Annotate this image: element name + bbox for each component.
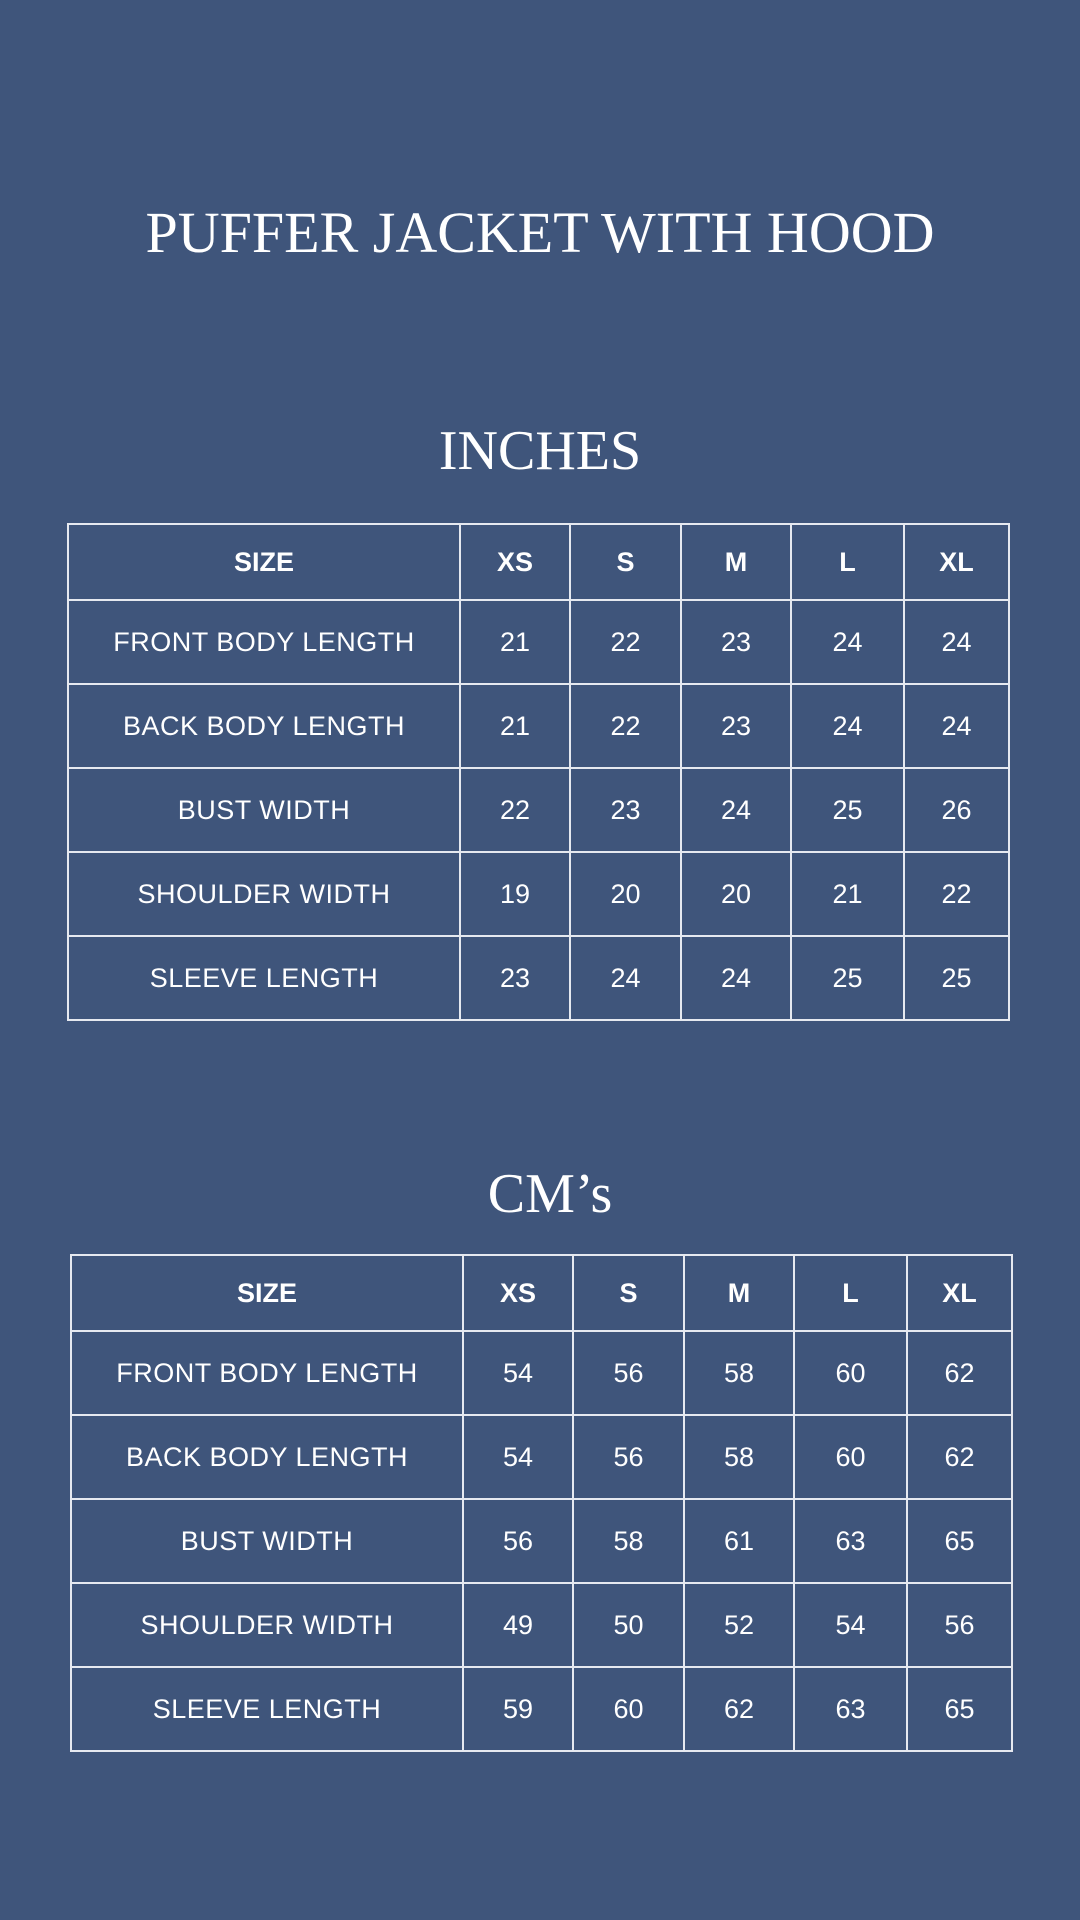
table-cell: 25	[904, 936, 1009, 1020]
table-cell: 26	[904, 768, 1009, 852]
column-header-xs: XS	[463, 1255, 573, 1331]
row-label: SLEEVE LENGTH	[68, 936, 460, 1020]
table-row	[71, 1415, 1012, 1499]
table-row	[68, 768, 1009, 852]
table-row	[68, 936, 1009, 1020]
row-label: SHOULDER WIDTH	[68, 852, 460, 936]
cms-size-table	[70, 1254, 1013, 1752]
table-cell: 24	[904, 684, 1009, 768]
row-label: BUST WIDTH	[68, 768, 460, 852]
table-cell: 21	[791, 852, 904, 936]
table-cell: 23	[681, 684, 791, 768]
row-label: SHOULDER WIDTH	[71, 1583, 463, 1667]
table-header-row	[71, 1255, 1012, 1331]
table-row	[68, 684, 1009, 768]
table-row	[68, 852, 1009, 936]
table-cell: 23	[681, 600, 791, 684]
table-cell: 60	[573, 1667, 684, 1751]
table-row	[71, 1583, 1012, 1667]
table-cell: 24	[791, 600, 904, 684]
table-header-row	[68, 524, 1009, 600]
table-cell: 54	[463, 1331, 573, 1415]
table-cell: 62	[907, 1331, 1012, 1415]
table-cell: 49	[463, 1583, 573, 1667]
page-title: PUFFER JACKET WITH HOOD	[145, 200, 935, 265]
row-label: BACK BODY LENGTH	[68, 684, 460, 768]
table-cell: 24	[791, 684, 904, 768]
table-cell: 54	[463, 1415, 573, 1499]
table-cell: 56	[463, 1499, 573, 1583]
inches-size-table	[67, 523, 1010, 1021]
table-cell: 22	[570, 600, 681, 684]
column-header-l: L	[794, 1255, 907, 1331]
table-cell: 20	[570, 852, 681, 936]
table-cell: 24	[681, 768, 791, 852]
table-cell: 65	[907, 1499, 1012, 1583]
column-header-s: S	[570, 524, 681, 600]
table-cell: 56	[573, 1415, 684, 1499]
table-cell: 61	[684, 1499, 794, 1583]
table-cell: 24	[681, 936, 791, 1020]
table-cell: 20	[681, 852, 791, 936]
table-cell: 19	[460, 852, 570, 936]
table-row	[71, 1667, 1012, 1751]
table-row	[71, 1331, 1012, 1415]
table-cell: 58	[573, 1499, 684, 1583]
inches-section-title: INCHES	[438, 420, 642, 482]
column-header-xl: XL	[907, 1255, 1012, 1331]
column-header-size: SIZE	[71, 1255, 463, 1331]
column-header-size: SIZE	[68, 524, 460, 600]
table-cell: 22	[904, 852, 1009, 936]
table-cell: 25	[791, 936, 904, 1020]
table-cell: 60	[794, 1415, 907, 1499]
column-header-s: S	[573, 1255, 684, 1331]
table-cell: 24	[570, 936, 681, 1020]
table-cell: 62	[907, 1415, 1012, 1499]
row-label: BUST WIDTH	[71, 1499, 463, 1583]
table-cell: 21	[460, 684, 570, 768]
column-header-m: M	[681, 524, 791, 600]
cms-section-title: CM’s	[487, 1163, 613, 1225]
column-header-l: L	[791, 524, 904, 600]
table-cell: 52	[684, 1583, 794, 1667]
row-label: SLEEVE LENGTH	[71, 1667, 463, 1751]
row-label: BACK BODY LENGTH	[71, 1415, 463, 1499]
table-cell: 25	[791, 768, 904, 852]
table-cell: 23	[460, 936, 570, 1020]
table-cell: 59	[463, 1667, 573, 1751]
table-cell: 54	[794, 1583, 907, 1667]
table-cell: 60	[794, 1331, 907, 1415]
table-cell: 22	[460, 768, 570, 852]
table-cell: 50	[573, 1583, 684, 1667]
table-cell: 63	[794, 1499, 907, 1583]
table-cell: 23	[570, 768, 681, 852]
column-header-m: M	[684, 1255, 794, 1331]
table-cell: 58	[684, 1331, 794, 1415]
table-cell: 63	[794, 1667, 907, 1751]
table-cell: 56	[573, 1331, 684, 1415]
table-cell: 22	[570, 684, 681, 768]
table-cell: 56	[907, 1583, 1012, 1667]
table-row	[71, 1499, 1012, 1583]
table-cell: 65	[907, 1667, 1012, 1751]
column-header-xs: XS	[460, 524, 570, 600]
table-cell: 24	[904, 600, 1009, 684]
table-cell: 58	[684, 1415, 794, 1499]
row-label: FRONT BODY LENGTH	[68, 600, 460, 684]
column-header-xl: XL	[904, 524, 1009, 600]
table-cell: 62	[684, 1667, 794, 1751]
row-label: FRONT BODY LENGTH	[71, 1331, 463, 1415]
table-row	[68, 600, 1009, 684]
table-cell: 21	[460, 600, 570, 684]
